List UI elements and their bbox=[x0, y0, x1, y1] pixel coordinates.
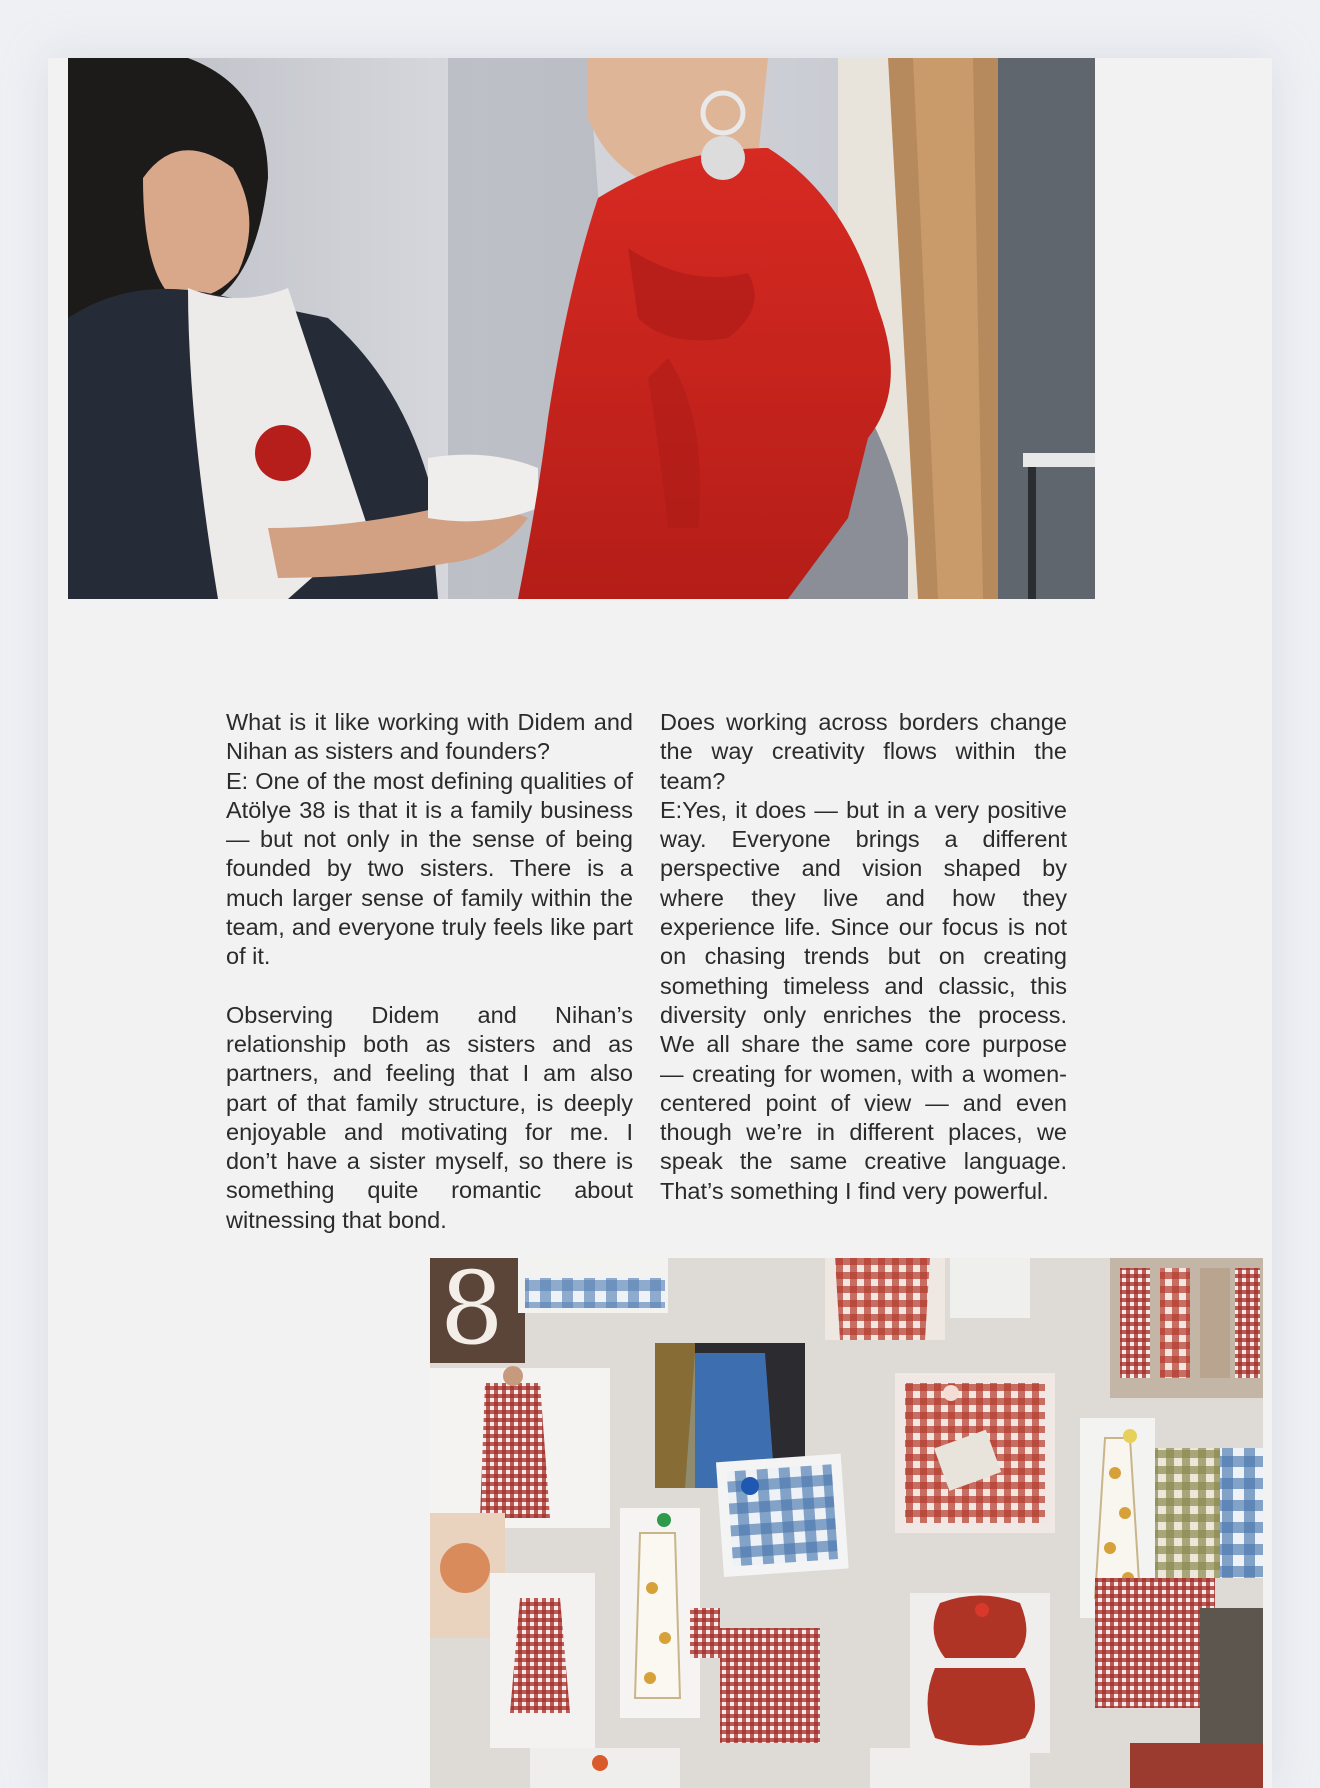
hero-photo bbox=[68, 58, 1095, 599]
interview-question: Does working across borders change the way creativity flows within the team? bbox=[660, 709, 1067, 794]
svg-text:8: 8 bbox=[440, 1258, 504, 1367]
article-page bbox=[48, 58, 1272, 1788]
hero-photo-illustration bbox=[68, 58, 1095, 599]
article-column-left bbox=[226, 708, 633, 1235]
article-column-right bbox=[660, 708, 1067, 1235]
interview-answer: Observing Didem and Nihan’s relationship both as sisters and as partners, and feeling that I am also part of that family structure, is deeply enjoyable and motivating for me. I don’t have a sister myself, so there is something quite romantic about witnessing that bond. bbox=[226, 1001, 633, 1233]
interview-question: What is it like working with Didem and Nihan as sisters and founders? bbox=[226, 709, 633, 765]
moodboard-photo-illustration bbox=[430, 1258, 1263, 1788]
interview-answer: E:Yes, it does — but in a very positive way. Everyone brings a different perspective and vision shaped by where they live and how they experience life. Since our focus is not on chasing trends but on creating something timeless and classic, this diversity only enriches the process. We all share the same core purpose — creating for women, with a women-centered point of view — and even though we’re in different places, we speak the same creative language. That’s something I find very powerful. bbox=[660, 796, 1067, 1204]
interview-answer: E: One of the most defining qualities of Atölye 38 is that it is a family business — but not only in the sense of being founded by two sisters. There is a much larger sense of family within the team, and everyone truly feels like part of it. bbox=[226, 767, 633, 970]
article-body bbox=[226, 708, 1068, 1235]
moodboard-photo bbox=[430, 1258, 1263, 1788]
